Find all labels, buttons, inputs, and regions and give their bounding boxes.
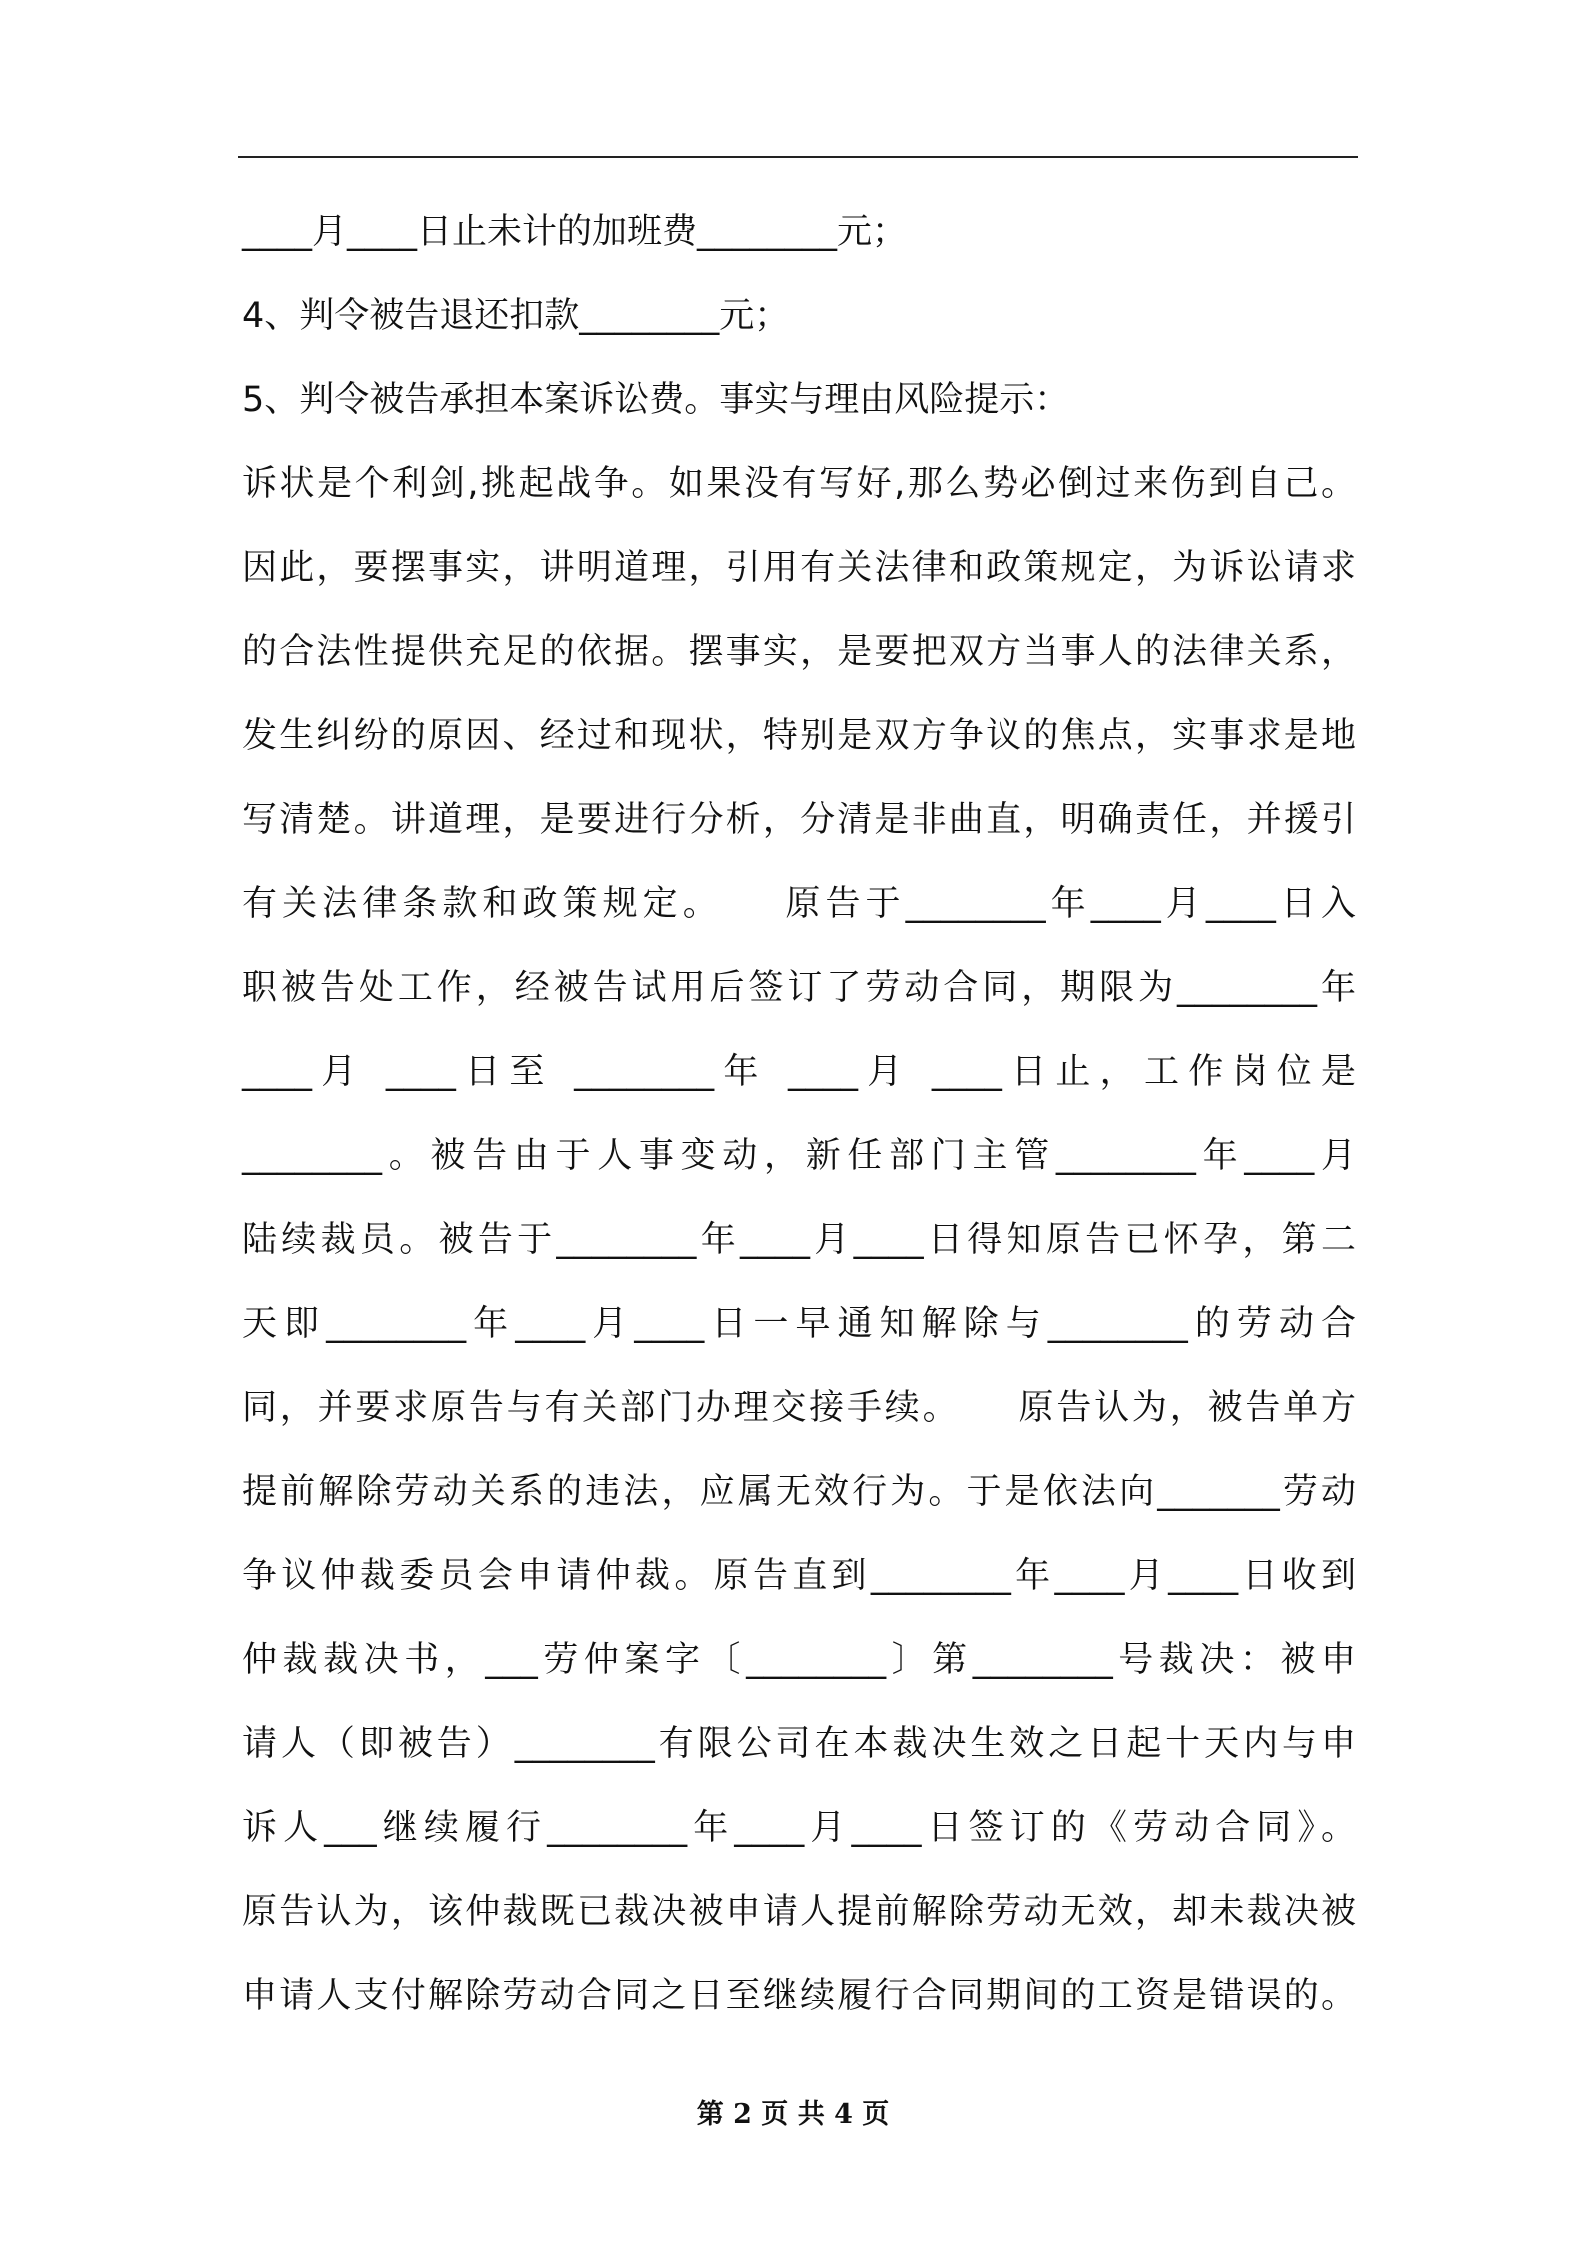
text-line: 请人（即被告）________有限公司在本裁决生效之日起十天内与申: [242, 1724, 1356, 1764]
text-line: 有关法律条款和政策规定。 原告于________年____月____日入: [242, 884, 1356, 924]
text-line: 因此，要摆事实，讲明道理，引用有关法律和政策规定，为诉讼请求: [242, 548, 1356, 588]
text-line: 的合法性提供充足的依据。摆事实，是要把双方当事人的法律关系，: [242, 632, 1356, 672]
text-line: 写清楚。讲道理，是要进行分析，分清是非曲直，明确责任，并援引: [242, 800, 1356, 840]
text-line: 争议仲裁委员会申请仲裁。原告直到________年____月____日收到: [242, 1556, 1356, 1596]
text-line: ________。被告由于人事变动，新任部门主管________年____月: [242, 1136, 1356, 1176]
text-line: 诉状是个利剑,挑起战争。如果没有写好,那么势必倒过来伤到自己。: [242, 464, 1356, 504]
text-line: ____月____日止未计的加班费________元；: [242, 212, 908, 252]
text-line: 4、判令被告退还扣款________元；: [242, 296, 790, 336]
text-line: 职被告处工作，经被告试用后签订了劳动合同，期限为________年: [242, 968, 1356, 1008]
text-line: 提前解除劳动关系的违法，应属无效行为。于是依法向_______劳动: [242, 1472, 1356, 1512]
text-line: 陆续裁员。被告于________年____月____日得知原告已怀孕，第二: [242, 1220, 1356, 1260]
text-line: 发生纠纷的原因、经过和现状，特别是双方争议的焦点，实事求是地: [242, 716, 1356, 756]
document-body: [242, 200, 1356, 2048]
page-number: 第 2 页 共 4 页: [696, 2099, 890, 2130]
text-line: ____月 ____日至 ________年 ____月 ____日止，工作岗位是: [242, 1052, 1356, 1092]
text-line: 同，并要求原告与有关部门办理交接手续。 原告认为，被告单方: [242, 1388, 1356, 1428]
text-line: 仲裁裁决书，___劳仲案字〔________〕第________号裁决：被申: [242, 1640, 1356, 1680]
text-line: 5、判令被告承担本案诉讼费。事实与理由风险提示：: [242, 380, 1070, 420]
text-line: 申请人支付解除劳动合同之日至继续履行合同期间的工资是错误的。: [242, 1976, 1356, 2016]
text-line: 原告认为，该仲裁既已裁决被申请人提前解除劳动无效，却未裁决被: [242, 1892, 1356, 1932]
text-line: 天即________年____月____日一早通知解除与________的劳动合: [242, 1304, 1356, 1344]
text-line: 诉人___继续履行________年____月____日签订的《劳动合同》。: [242, 1808, 1356, 1848]
header-rule: [238, 156, 1358, 158]
